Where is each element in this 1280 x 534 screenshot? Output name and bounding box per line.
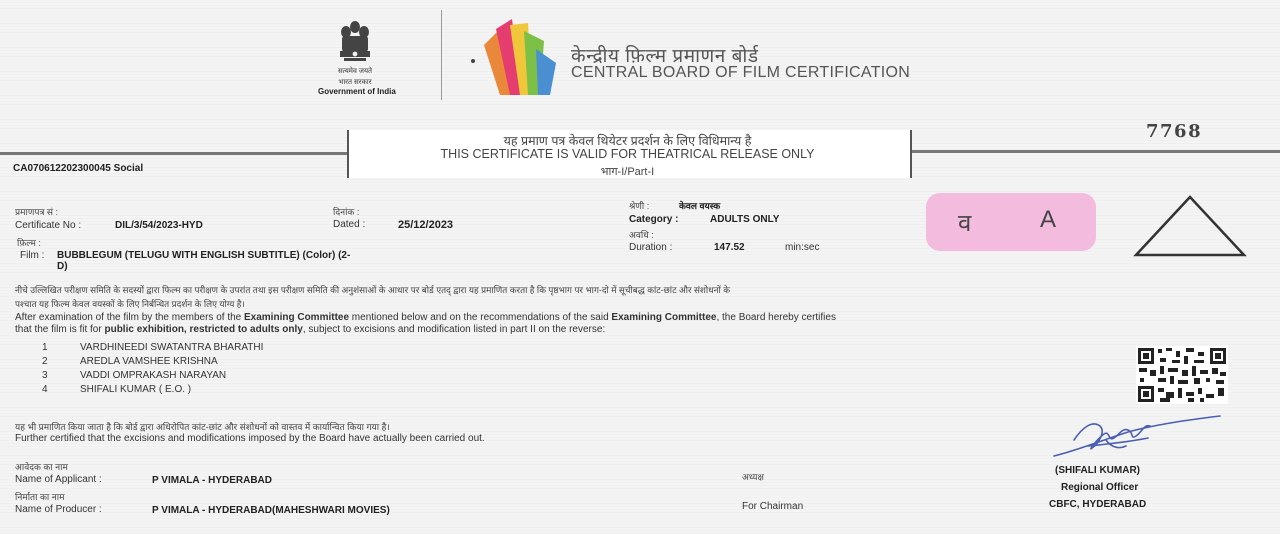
reference-number: CA070612202300045 Social xyxy=(13,163,144,174)
banner-hindi: यह प्रमाण पत्र केवल थियेटर प्रदर्शन के लिए विधिमान्य है xyxy=(503,134,752,148)
cert-no-hindi: प्रमाणपत्र सं : xyxy=(15,207,59,217)
committee-intro-hindi-2: पश्चात यह फिल्म केवल वयस्कों के लिए निर्बन्धित प्रदर्शन के लिए योग्य है। xyxy=(15,299,245,309)
further-hindi: यह भी प्रमाणित किया जाता है कि बोर्ड द्वारा अधिरोपित कांट-छांट और संशोधनों को वास्तव में कार्यान्वित किया गया है। xyxy=(15,422,390,432)
certificate-serial: 7768 xyxy=(1146,121,1203,142)
rating-english: A xyxy=(1040,206,1057,233)
cert-no-label: Certificate No : xyxy=(15,220,82,231)
officer-name: (SHIFALI KUMAR) xyxy=(1055,465,1140,476)
applicant-hindi: आवेदक का नाम xyxy=(15,462,68,472)
qr-code-icon xyxy=(1136,346,1228,404)
officer-office: CBFC, HYDERABAD xyxy=(1049,499,1147,510)
member-name: SHIFALI KUMAR ( E.O. ) xyxy=(80,384,192,395)
banner-part: भाग-I/Part-I xyxy=(600,166,655,178)
duration-hindi: अवधि : xyxy=(629,230,654,240)
govt-hindi: भारत सरकार xyxy=(338,79,372,86)
member-number: 2 xyxy=(42,356,48,367)
duration-value: 147.52 xyxy=(714,242,745,253)
applicant-label: Name of Applicant : xyxy=(15,474,102,485)
emblem-motto: सत्यमेव जयते xyxy=(337,68,373,75)
adult-triangle-icon xyxy=(1130,193,1250,259)
category-hindi-value: केवल वयस्क xyxy=(679,201,721,211)
member-name: AREDLA VAMSHEE KRISHNA xyxy=(80,356,218,367)
duration-unit: min:sec xyxy=(785,242,820,253)
chairman-hindi: अध्यक्ष xyxy=(742,472,764,482)
dated-value: 25/12/2023 xyxy=(398,219,454,231)
dated-label: Dated : xyxy=(333,219,366,230)
rating-hindi: व xyxy=(958,210,972,237)
film-title-line1: BUBBLEGUM (TELUGU WITH ENGLISH SUBTITLE) (Color) (2- xyxy=(57,250,351,261)
member-number: 3 xyxy=(42,370,48,381)
chairman-english: For Chairman xyxy=(742,501,804,512)
producer-hindi: निर्माता का नाम xyxy=(15,492,65,502)
board-name-hindi: केन्द्रीय फ़िल्म प्रमाणन बोर्ड xyxy=(571,46,759,67)
committee-intro-english-1: After examination of the film by the members of the Examining Committee mentioned below and on the recommendations of the said Examining Committee, the Board hereby certifies xyxy=(15,312,836,323)
officer-title: Regional Officer xyxy=(1061,482,1139,493)
banner-rule-left xyxy=(0,152,347,155)
film-hindi: फ़िल्म : xyxy=(17,238,41,248)
rating-badge xyxy=(926,193,1096,251)
member-number: 4 xyxy=(42,384,48,395)
ashoka-emblem-icon xyxy=(334,18,376,66)
film-title-line2: D) xyxy=(57,261,68,272)
cbfc-logo-icon xyxy=(470,15,562,97)
category-value: ADULTS ONLY xyxy=(710,214,780,225)
govt-english: Government of India xyxy=(318,87,396,96)
further-english: Further certified that the excisions and modifications imposed by the Board have actually been carried out. xyxy=(15,433,485,444)
cert-no-value: DIL/3/54/2023-HYD xyxy=(115,220,203,231)
category-label: Category : xyxy=(629,214,679,225)
applicant-value: P VIMALA - HYDERABAD xyxy=(152,475,273,486)
producer-value: P VIMALA - HYDERABAD(MAHESHWARI MOVIES) xyxy=(152,505,390,516)
member-name: VARDHINEEDI SWATANTRA BHARATHI xyxy=(80,342,264,353)
banner-rule-right xyxy=(908,150,1280,153)
producer-label: Name of Producer : xyxy=(15,504,102,515)
banner-english: THIS CERTIFICATE IS VALID FOR THEATRICAL RELEASE ONLY xyxy=(440,147,815,161)
committee-intro-english-2: that the film is fit for public exhibition, restricted to adults only, subject to excisions and modification listed in part II on the reverse: xyxy=(15,324,606,335)
duration-label: Duration : xyxy=(629,242,673,253)
board-name-english: CENTRAL BOARD OF FILM CERTIFICATION xyxy=(571,64,911,81)
dated-hindi: दिनांक : xyxy=(333,207,360,217)
member-name: VADDI OMPRAKASH NARAYAN xyxy=(80,370,227,381)
category-hindi-label: श्रेणी : xyxy=(629,201,650,211)
film-label: Film : xyxy=(20,250,45,261)
member-number: 1 xyxy=(42,342,48,353)
committee-intro-hindi-1: नीचे उल्लिखित परीक्षण समिति के सदस्यों द्वारा फिल्म का परीक्षण के उपरांत तथा इस परीक्षण समिति की अनुशंसाओं के आधार पर बोर्ड एतद् द्वारा यह प्रमाणित करता है कि पृष्ठभाग पर भाग-दो में सूचीबद्ध कांट-छांट और संशोधनों के xyxy=(15,285,730,295)
header-divider xyxy=(441,10,442,100)
